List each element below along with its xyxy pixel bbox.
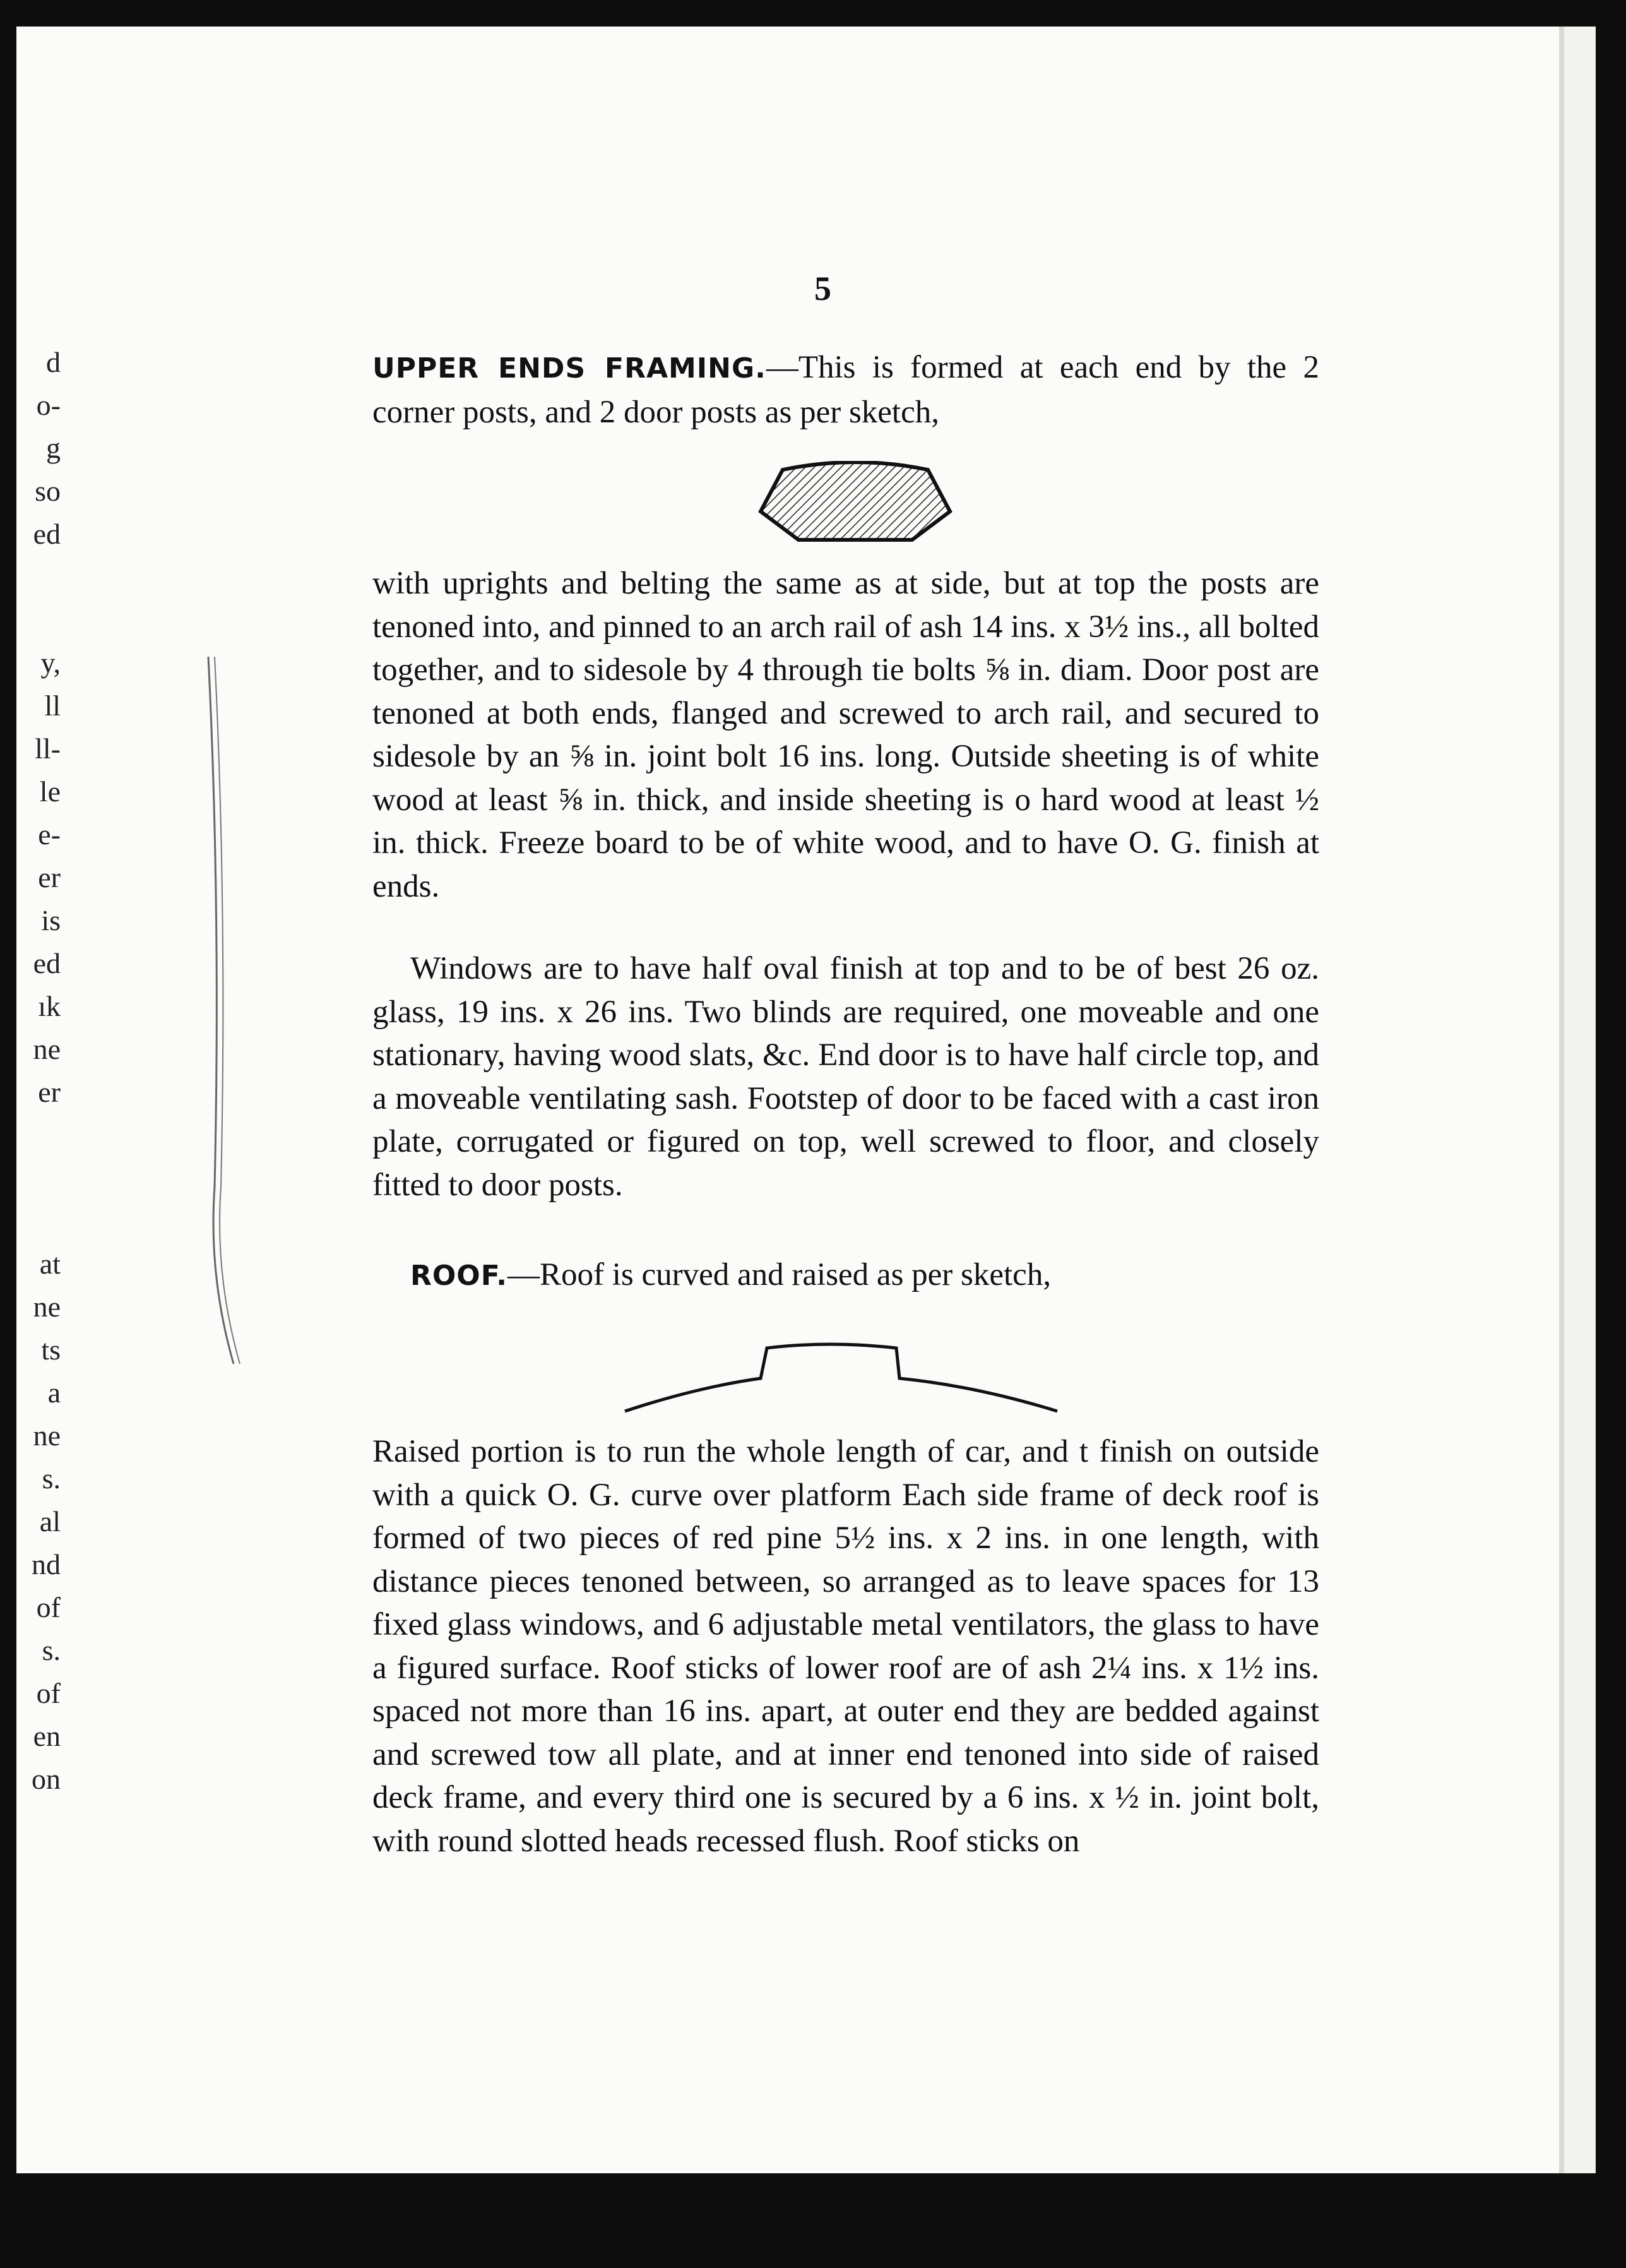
page-fold-shadow bbox=[1559, 27, 1564, 2173]
adjacent-page-fragments bbox=[16, 341, 61, 1801]
roof-body-paragraph: Raised portion is to run the whole length of car, and t finish on outside with a quick O. G. curve over platform Each side frame of deck roof is formed of two pieces of red pine 5½ ins. x 2 ins. in one length, with distance pieces tenoned between, so arranged as to leave spaces for 13 fixed glass windows, and 6 adjustable metal ventilators, the glass to have a figured surface. Roof sticks of lower roof are of ash 2¼ ins. x 1½ ins. spaced not more than 16 ins. apart, at outer end they are bedded against and screwed tow all plate, and at inner end tenoned into side of raised deck frame, and every third one is secured by a 6 ins. x ½ in. joint bolt, with round slotted heads recessed flush. Roof sticks on bbox=[372, 1434, 1319, 1859]
margin-fragment: er bbox=[38, 861, 61, 893]
margin-fragment bbox=[16, 599, 61, 642]
margin-pencil-mark bbox=[196, 657, 252, 1376]
windows-paragraph: Windows are to have half oval finish at top and to be of best 26 oz. glass, 19 ins. x 26 ins. Two blinds are required, one moveable and one stationary, having wood slats, &c. End door is to have half circle top, and a moveable ventilating sash. Footstep of door to be faced with a cast iron plate, corrugated or figured on top, well screwed to floor, and closely fitted to door posts. bbox=[372, 951, 1319, 1203]
margin-fragment bbox=[16, 556, 61, 599]
margin-fragment: y, bbox=[40, 647, 61, 679]
upper-ends-intro-paragraph bbox=[372, 346, 1319, 434]
margin-fragment: e- bbox=[38, 818, 61, 850]
margin-fragment: on bbox=[32, 1763, 61, 1795]
margin-fragment: ed bbox=[33, 947, 61, 979]
margin-fragment: of bbox=[36, 1591, 61, 1623]
margin-fragment: ll bbox=[44, 689, 61, 722]
margin-fragment: s. bbox=[42, 1634, 61, 1666]
margin-fragment: s. bbox=[42, 1462, 61, 1495]
roof-heading: ROOF. bbox=[410, 1260, 507, 1292]
margin-fragment: en bbox=[33, 1720, 61, 1752]
scan-border-top bbox=[0, 0, 1626, 27]
page-edge bbox=[1564, 27, 1596, 2173]
margin-fragment: nd bbox=[32, 1548, 61, 1580]
scan-border-left bbox=[0, 0, 16, 2268]
roof-intro-paragraph bbox=[372, 1253, 1319, 1298]
margin-fragment: o- bbox=[36, 389, 61, 421]
margin-fragment: er bbox=[38, 1076, 61, 1108]
margin-fragment: at bbox=[39, 1248, 61, 1280]
margin-fragment bbox=[16, 1200, 61, 1243]
scan-border-right bbox=[1596, 0, 1626, 2268]
margin-fragment: so bbox=[35, 475, 61, 507]
margin-fragment: g bbox=[46, 432, 61, 464]
margin-fragment: ne bbox=[33, 1291, 61, 1323]
roof-sketch bbox=[622, 1335, 1064, 1418]
margin-fragment: ne bbox=[33, 1419, 61, 1452]
margin-fragment: a bbox=[47, 1376, 61, 1409]
margin-fragment: d bbox=[46, 346, 61, 378]
margin-fragment: ll- bbox=[35, 732, 61, 765]
upper-ends-sketch bbox=[757, 461, 953, 549]
margin-fragment: of bbox=[36, 1677, 61, 1709]
upper-ends-body-paragraph: with uprights and belting the same as at side, but at top the posts are tenoned into, and pinned to an arch rail of ash 14 ins. x 3½ ins., all bolted together, and to sidesole by 4 through tie bolts ⅝ in. diam. Door post are tenoned at both ends, flanged and screwed to arch rail, and secured to sidesole by an ⅝ in. joint bolt 16 ins. long. Outside sheeting is of white wood at least ⅝ in. thick, and inside sheeting is o hard wood at least ½ in. thick. Freeze board to be of white wood, and to have O. G. finish at ends. bbox=[372, 566, 1319, 904]
margin-fragment: al bbox=[39, 1505, 61, 1537]
upper-ends-intro: —This is formed at each end by the 2 corner posts, and 2 door posts as per sketch, bbox=[372, 350, 1319, 430]
margin-fragment: is bbox=[41, 904, 61, 936]
page-number: 5 bbox=[814, 270, 831, 307]
margin-fragment: ts bbox=[41, 1334, 61, 1366]
margin-fragment: ne bbox=[33, 1033, 61, 1065]
upper-ends-heading: UPPER ENDS FRAMING. bbox=[372, 352, 766, 385]
margin-fragment: ık bbox=[38, 990, 61, 1022]
margin-fragment: le bbox=[39, 775, 61, 808]
roof-intro: —Roof is curved and raised as per sketch, bbox=[507, 1257, 1052, 1292]
margin-fragment bbox=[16, 1114, 61, 1157]
margin-fragment bbox=[16, 1157, 61, 1200]
margin-fragment: ed bbox=[33, 518, 61, 550]
scan-border-bottom bbox=[0, 2173, 1626, 2268]
